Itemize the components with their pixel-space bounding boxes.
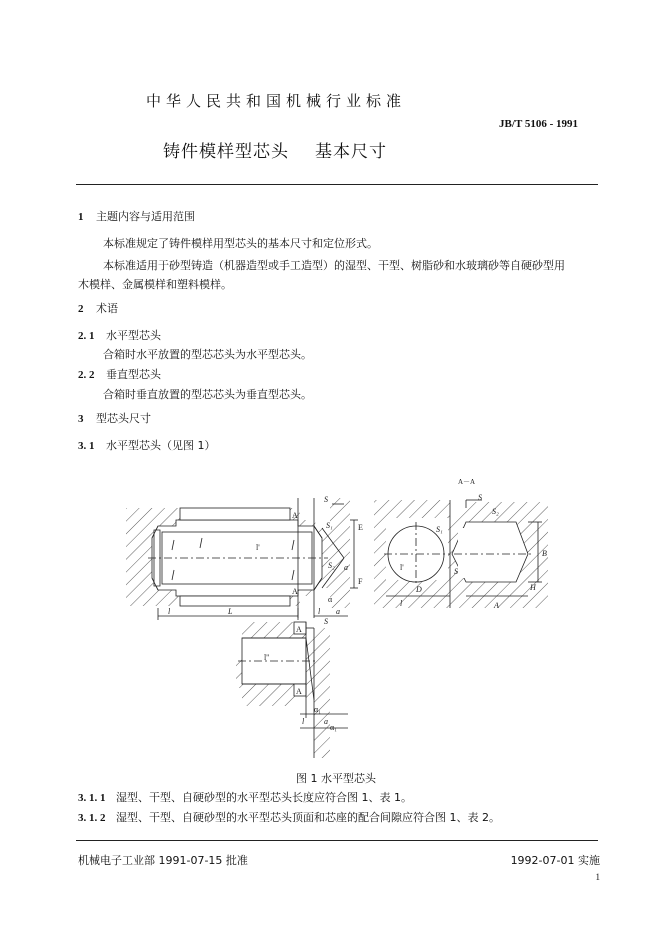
section-number: 2 xyxy=(78,303,84,315)
fig-label-l: l xyxy=(400,599,403,608)
fig-label-l: l xyxy=(302,717,305,726)
fig-label-F: F xyxy=(358,577,363,586)
section-label: A－A xyxy=(458,478,476,486)
section-title: 型芯头尺寸 xyxy=(96,412,151,425)
fig-label-lpp: l'' xyxy=(264,653,270,662)
paragraph-2-1: 合箱时水平放置的型芯芯头为水平型芯头。 xyxy=(103,348,312,361)
clause-text: 湿型、干型、自硬砂型的水平型芯头长度应符合图 1、表 1。 xyxy=(116,791,412,804)
fig-label-S1: S₁ xyxy=(326,521,333,530)
fig-label-a: a xyxy=(344,563,348,572)
paragraph-2-2: 合箱时垂直放置的型芯芯头为垂直型芯头。 xyxy=(103,388,312,401)
section-number: 3 xyxy=(78,413,84,425)
clause-3-1-2 xyxy=(78,811,500,825)
section-view xyxy=(374,478,548,610)
section-title: 主题内容与适用范围 xyxy=(96,210,195,223)
section-number: 1 xyxy=(78,211,84,223)
fig-label-S: S xyxy=(478,493,482,502)
fig-label-A: A xyxy=(296,687,302,696)
figure-1 xyxy=(118,478,564,772)
implementation-date: 1992-07-01 实施 xyxy=(510,854,600,867)
fig-label-alpha1: α₁ xyxy=(314,705,321,714)
paragraph-1: 本标准规定了铸件模样用型芯头的基本尺寸和定位形式。 xyxy=(103,237,378,250)
standard-number: JB/T 5106 - 1991 xyxy=(499,118,578,130)
fig-label-l: l xyxy=(318,607,321,616)
fig-label-A: A xyxy=(292,587,298,596)
section-3-heading xyxy=(78,412,151,426)
section-number: 2. 2 xyxy=(78,369,95,381)
fig-label-S2: S₂ xyxy=(328,561,335,570)
section-title: 水平型芯头（见图 1） xyxy=(106,439,216,452)
section-number: 3. 1 xyxy=(78,440,95,452)
fig-label-S1: S₁ xyxy=(436,525,443,534)
clause-3-1-1 xyxy=(78,791,412,805)
fig-label-lp: l' xyxy=(256,543,260,552)
section-2-1-heading xyxy=(78,329,161,343)
fig-label-B: B xyxy=(542,549,547,558)
fig-label-S: S xyxy=(454,567,458,576)
fig-label-L: L xyxy=(228,607,233,616)
bottom-view xyxy=(236,617,348,758)
document-title xyxy=(163,137,387,162)
horizontal-core-print-drawing xyxy=(118,478,564,768)
fig-label-E: E xyxy=(358,523,363,532)
fig-label-a: a xyxy=(324,717,328,726)
section-2-heading xyxy=(78,302,118,316)
left-view xyxy=(126,495,363,620)
approval-statement: 机械电子工业部 1991-07-15 批准 xyxy=(78,854,248,867)
fig-label-S2: S₂ xyxy=(492,507,499,516)
fig-label-l: l xyxy=(168,607,171,616)
page-number: 1 xyxy=(595,872,600,882)
title-sub: 基本尺寸 xyxy=(315,142,387,162)
fig-label-lp: l' xyxy=(400,563,404,572)
fig-label-A: A xyxy=(292,511,298,520)
header-rule xyxy=(76,184,598,185)
figure-caption: 图 1 水平型芯头 xyxy=(296,772,376,785)
section-title: 水平型芯头 xyxy=(106,329,161,342)
fig-label-S: S xyxy=(324,495,328,504)
issuing-organization: 中华人民共和国机械行业标准 xyxy=(146,92,407,110)
clause-text: 湿型、干型、自硬砂型的水平型芯头顶面和芯座的配合间隙应符合图 1、表 2。 xyxy=(116,811,500,824)
title-main: 铸件模样型芯头 xyxy=(163,142,289,162)
fig-label-alpha: α xyxy=(328,595,333,604)
footer-rule xyxy=(76,840,598,841)
section-number: 2. 1 xyxy=(78,330,95,342)
fig-label-S: S xyxy=(324,617,328,626)
fig-label-alpha1: α₁ xyxy=(330,723,337,732)
section-title: 术语 xyxy=(96,302,118,315)
section-title: 垂直型芯头 xyxy=(106,368,161,381)
paragraph-2-line-2: 木模样、金属模样和塑料模样。 xyxy=(78,278,232,291)
section-3-1-heading xyxy=(78,439,216,453)
fig-label-H: H xyxy=(530,583,536,592)
clause-number: 3. 1. 2 xyxy=(78,812,106,824)
section-1-heading xyxy=(78,210,195,224)
section-2-2-heading xyxy=(78,368,161,382)
fig-label-D: D xyxy=(416,585,422,594)
clause-number: 3. 1. 1 xyxy=(78,792,106,804)
fig-label-A: A xyxy=(494,601,499,610)
fig-label-A: A xyxy=(296,625,302,634)
paragraph-2-line-1: 本标准适用于砂型铸造（机器造型或手工造型）的湿型、干型、树脂砂和水玻璃砂等自硬砂型用 xyxy=(103,259,565,272)
fig-label-a: a xyxy=(336,607,340,616)
